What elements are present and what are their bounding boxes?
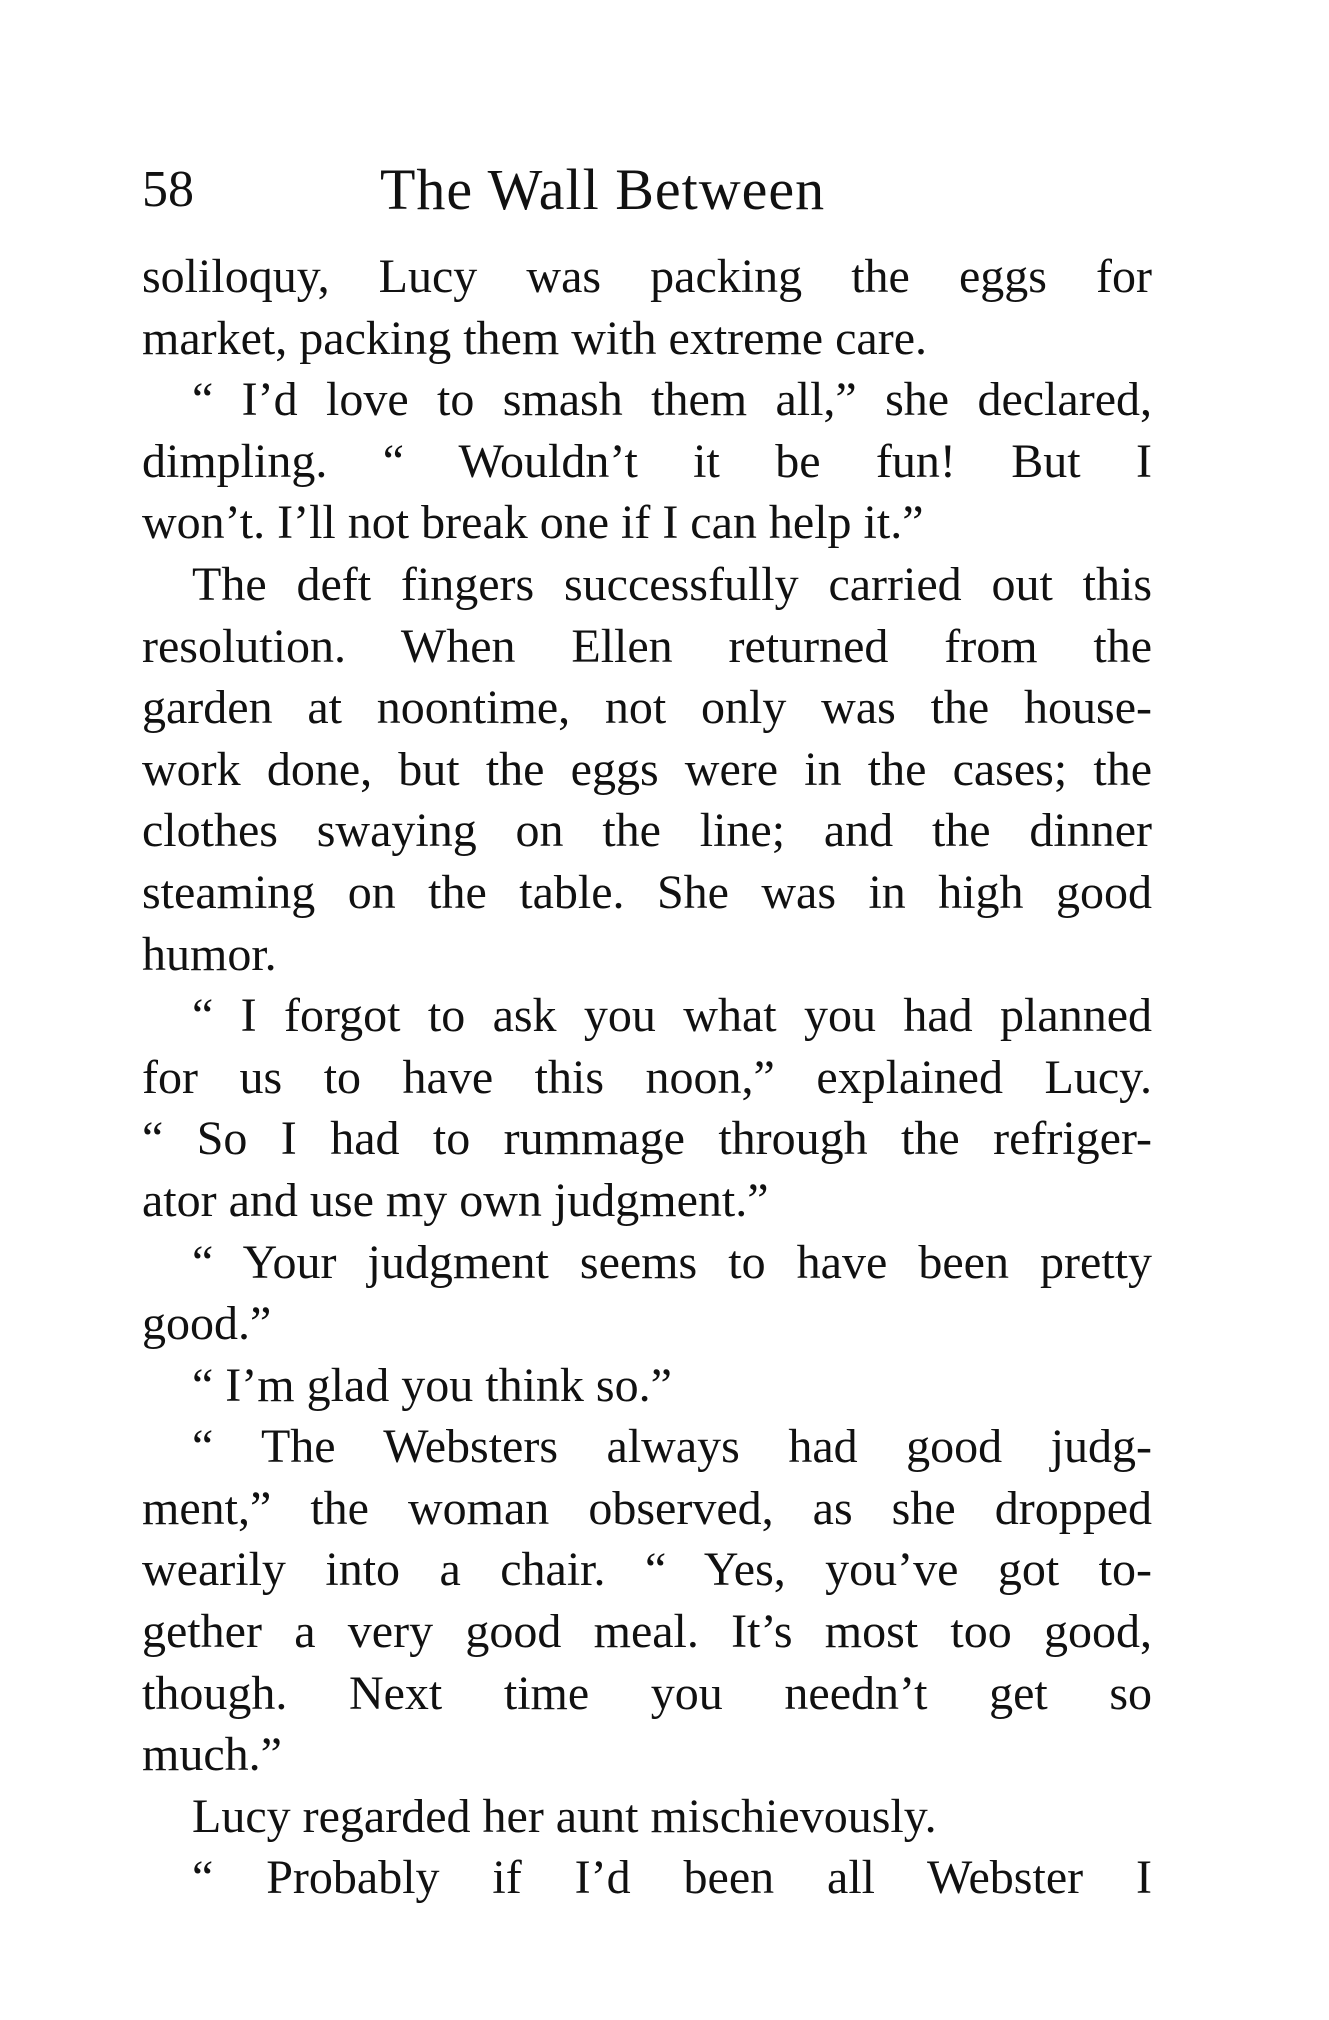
text-line: wearily into a chair. “ Yes, you’ve got to- (142, 1543, 1152, 1597)
text-line: gether a very good meal. It’s most too good, (142, 1605, 1152, 1659)
text-line: The deft fingers successfully carried out this (192, 557, 1152, 611)
text-line: “ I’m glad you think so.” (192, 1358, 672, 1412)
text-line: steaming on the table. She was in high good (142, 865, 1152, 919)
text-line: “ The Websters always had good judg- (192, 1420, 1152, 1474)
text-line: “ Your judgment seems to have been pretty (192, 1235, 1152, 1289)
text-line: work done, but the eggs were in the cases; the (142, 742, 1152, 796)
text-line: “ So I had to rummage through the refriger- (142, 1112, 1152, 1166)
page-number: 58 (142, 161, 194, 218)
text-line: market, packing them with extreme care. (142, 311, 927, 365)
text-line: good.” (142, 1297, 272, 1351)
text-line: resolution. When Ellen returned from the (142, 619, 1152, 673)
text-line: “ I forgot to ask you what you had planned (192, 989, 1152, 1043)
text-line: for us to have this noon,” explained Lucy. (142, 1050, 1152, 1104)
text-line: garden at noontime, not only was the house- (142, 681, 1152, 735)
text-line: soliloquy, Lucy was packing the eggs for (142, 250, 1152, 303)
text-line: “ Probably if I’d been all Webster I (192, 1851, 1152, 1905)
text-line: won’t. I’ll not break one if I can help it.” (142, 496, 924, 550)
text-line: ator and use my own judgment.” (142, 1173, 769, 1227)
text-line: Lucy regarded her aunt mischievously. (192, 1789, 937, 1843)
running-title: The Wall Between (380, 157, 826, 222)
text-line: clothes swaying on the line; and the dinner (142, 804, 1152, 858)
text-line: though. Next time you needn’t get so (142, 1666, 1152, 1720)
body-text (142, 246, 1152, 1909)
page-header (142, 150, 1152, 230)
text-line: humor. (142, 927, 277, 981)
text-line: much.” (142, 1728, 282, 1782)
text-line: dimpling. “ Wouldn’t it be fun! But I (142, 434, 1152, 488)
text-line: ment,” the woman observed, as she dropped (142, 1481, 1152, 1535)
text-line: “ I’d love to smash them all,” she declared, (192, 373, 1152, 427)
